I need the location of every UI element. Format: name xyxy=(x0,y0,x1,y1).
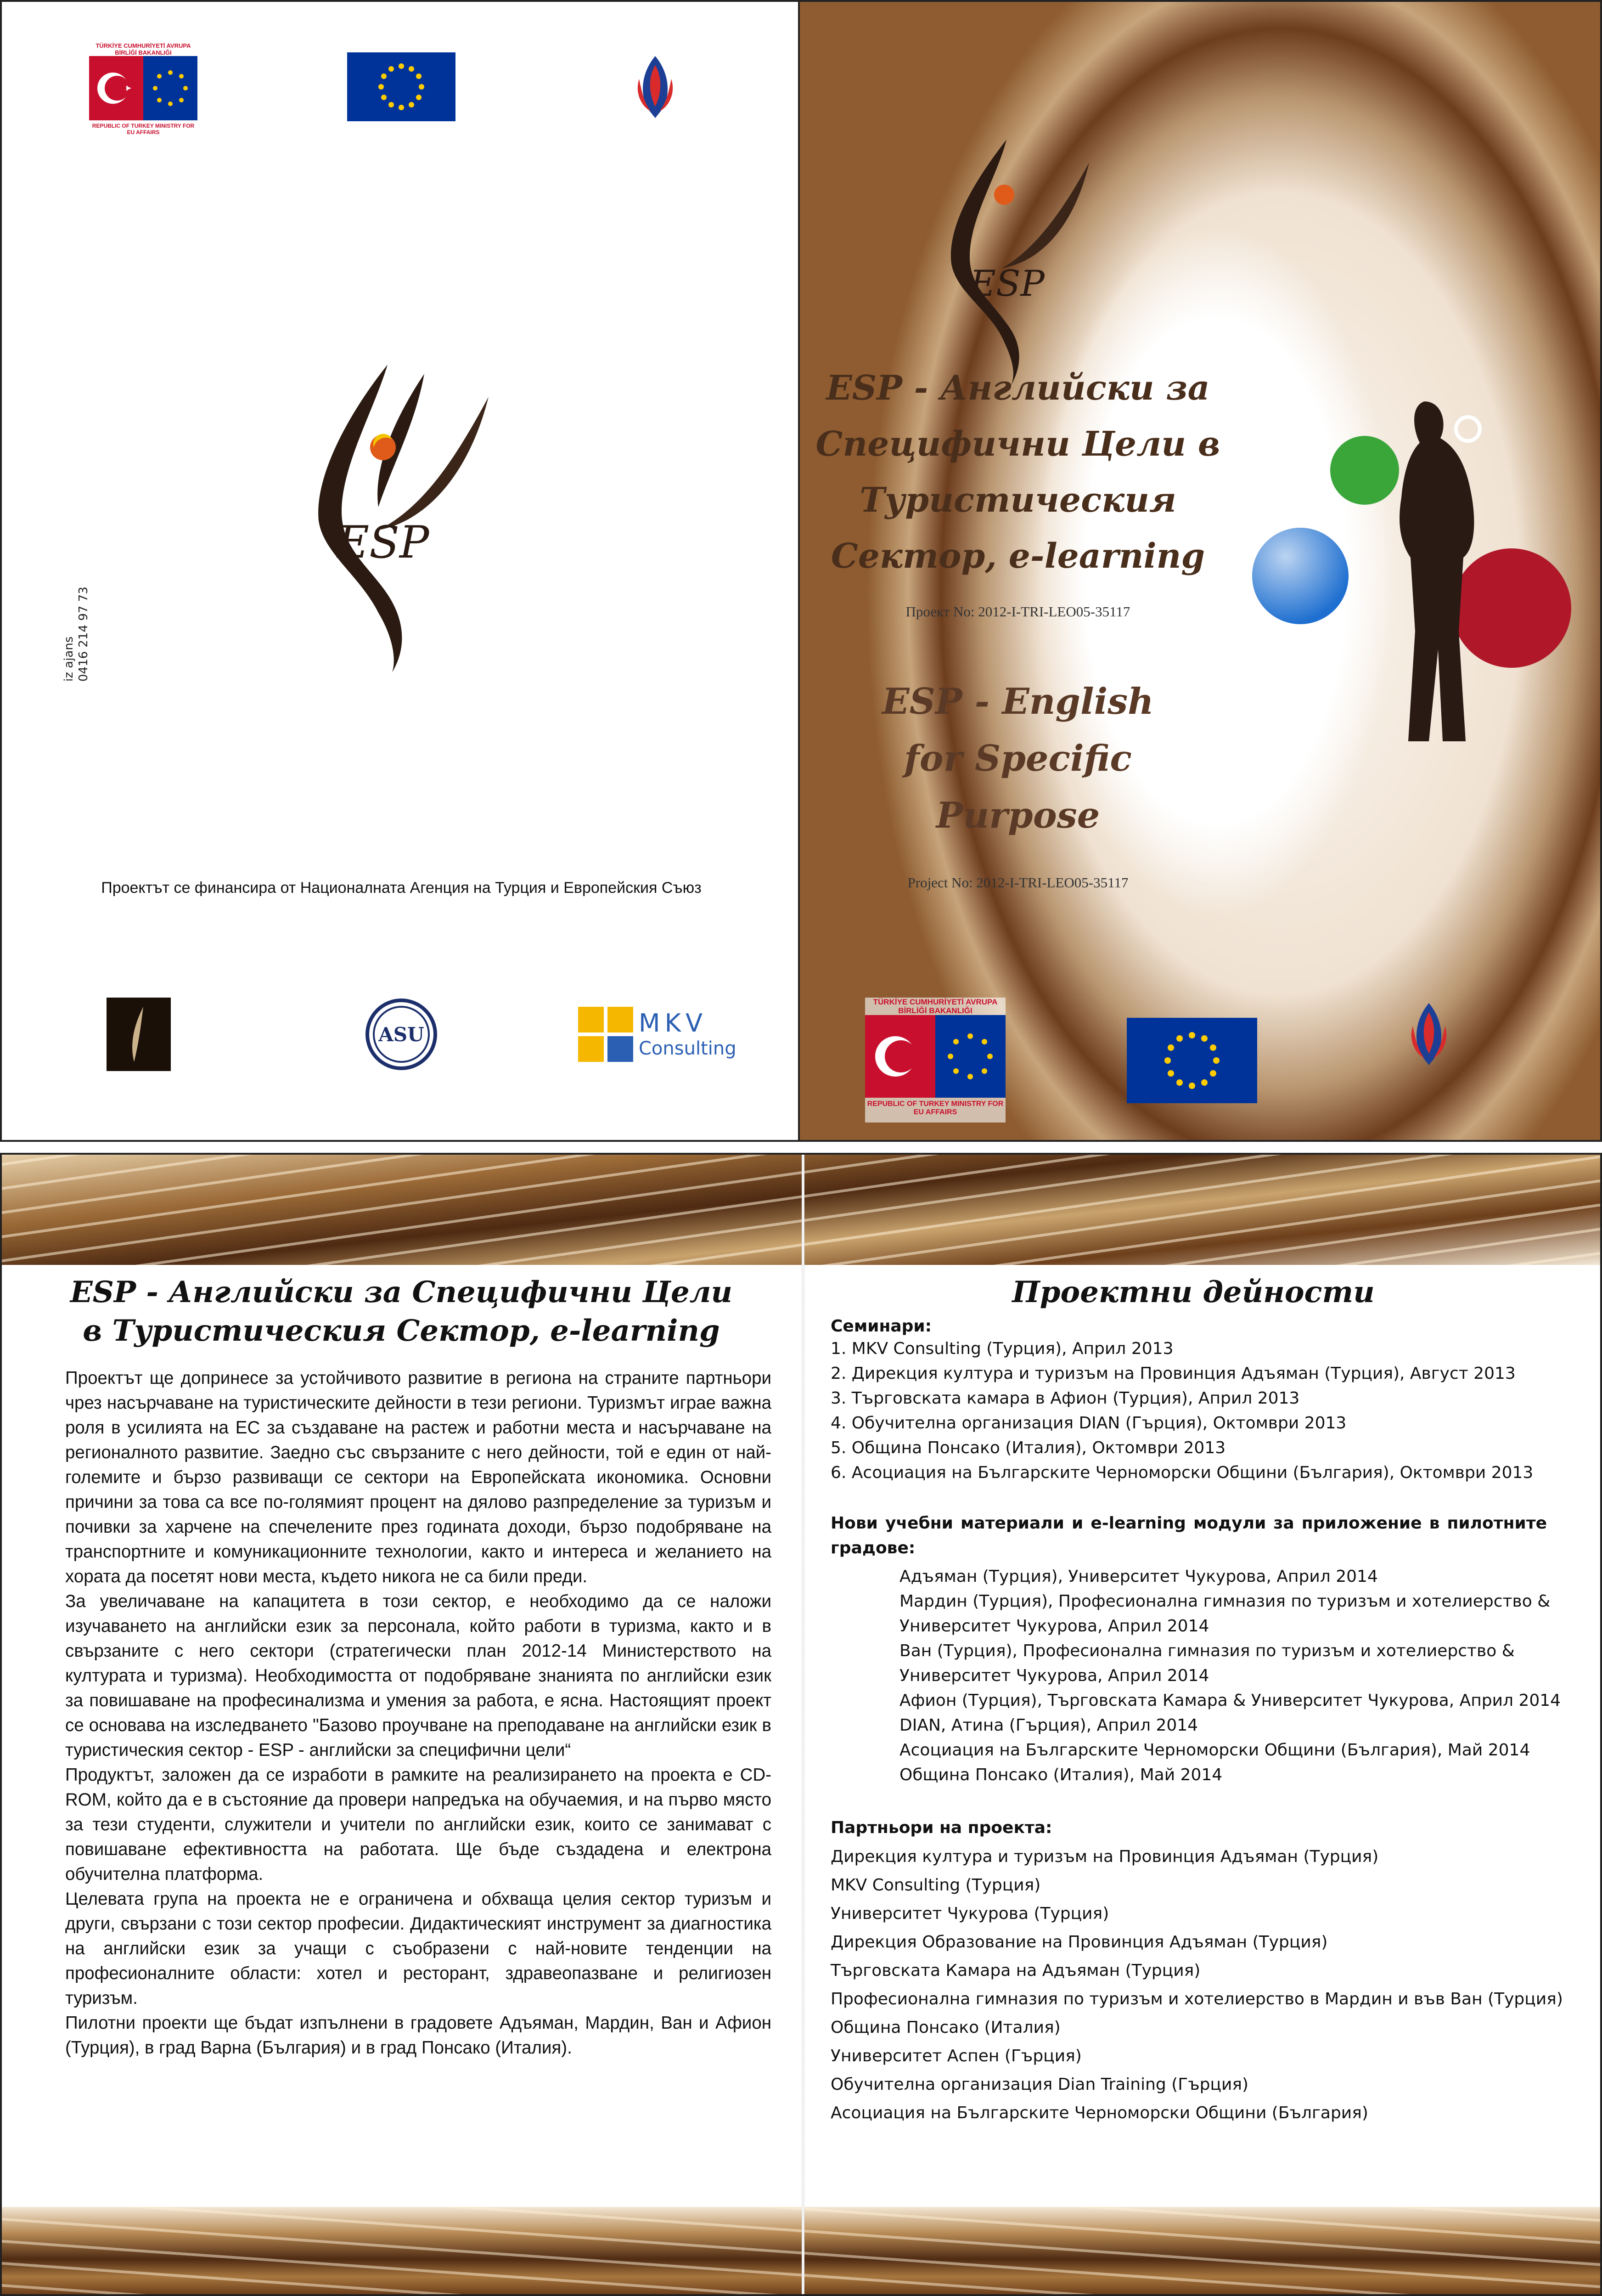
inner-right-page xyxy=(831,1273,1584,2127)
cover-turkey-eu-ministry-logo xyxy=(865,998,1006,1123)
cover-ministry-logo-bottom-text: REPUBLIC OF TURKEY MINISTRY FOR EU AFFAIRS xyxy=(867,1100,1004,1116)
ministry-logo-top-text: TÜRKİYE CUMHURİYETİ AVRUPA BİRLİĞİ BAKANLIĞI xyxy=(96,42,191,56)
material-item: Община Понсако (Италия), Май 2014 xyxy=(899,1766,1223,1784)
cover-esp-logo-text: ESP xyxy=(970,263,1045,305)
material-item: Университет Чукурова, Април 2014 xyxy=(899,1666,1209,1685)
asu-logo-text: ASU xyxy=(378,1023,424,1046)
decorative-band-top xyxy=(2,1155,1600,1265)
mkv-logo-sub: Consulting xyxy=(639,1038,736,1059)
esp-logo-text: ESP xyxy=(337,517,429,568)
back-cover-panel xyxy=(0,0,800,1142)
esp-logo-icon xyxy=(287,355,525,677)
seminars-label: Семинари: xyxy=(831,1317,932,1336)
partner-item: Търговската Камара на Адъяман (Турция) xyxy=(831,1961,1201,1980)
cover-title-bg-line: Туристическия xyxy=(860,480,1176,520)
cover-title-bg-line: Специфични Цели в xyxy=(815,424,1220,464)
body-paragraph: Проектът ще допринесе за устойчивото развитие в региона на страните партньори чрез насърчаване на туристическите дейности в тези региони. Туризмът играе важна роля в усилията на ЕС за създаване на растеж и работни места и насърчаване на регионалното развитие. Заедно със свързаните с него дейности, той е един от най-големите и бързо развиващи се сектори на Европейската икономика. Основни причини за това са все по-голямият процент на дялово разпределение за туризъм и почивки за харчене на спечелените през годината доходи, бързо подобряване на транспортните и комуникационните технологии, както и интереса и желанието на хората да посетят нови места, където никога не са били преди. xyxy=(65,1368,771,1586)
body-paragraph: Целевата група на проекта не е ограничена и обхваща целия сектор туризъм и други, свързани с този сектор професии. Дидактическият инструмент за диагностика на английски език за учащи с съобразени с най-новите тенденции на професионалните области: хотел и ресторант, здравеопазване и религиозен туризъм. xyxy=(65,1889,771,2008)
ministry-logo-bottom-text: REPUBLIC OF TURKEY MINISTRY FOR EU AFFAIRS xyxy=(92,123,195,135)
material-item: Адъяман (Турция), Университет Чукурова, Април 2014 xyxy=(899,1567,1378,1586)
partner-item: Дирекция култура и туризъм на Провинция Адъяман (Турция) xyxy=(831,1847,1379,1866)
funding-note: Проектът се финансира от Националната Агенция на Турция и Европейския Съюз xyxy=(101,879,702,897)
cover-esp-logo-icon xyxy=(924,130,1117,388)
partner-item: Асоциация на Българските Черноморски Общини (България) xyxy=(831,2104,1368,2122)
cover-title-en-line: for Specific xyxy=(904,738,1132,779)
material-item: DIAN, Атина (Гърция), Април 2014 xyxy=(899,1716,1198,1735)
seminar-item: 1. MKV Consulting (Турция), Април 2013 xyxy=(831,1339,1174,1358)
turkey-eu-flag-icon xyxy=(89,56,197,120)
material-item: Асоциация на Българските Черноморски Общини (България), Май 2014 xyxy=(899,1741,1530,1760)
cover-title-bg xyxy=(800,360,1236,584)
front-cover-panel xyxy=(800,0,1602,1142)
seminar-item: 4. Обучителна организация DIAN (Гърция), Октомври 2013 xyxy=(831,1414,1347,1433)
seminar-item: 6. Асоциация на Българските Черноморски Общини (България), Октомври 2013 xyxy=(831,1463,1534,1482)
cover-ministry-logo-top-text: TÜRKİYE CUMHURİYETİ AVRUPA BİRLİĞİ BAKANLIĞI xyxy=(873,998,998,1015)
partner-item: Обучителна организация Dian Training (Гърция) xyxy=(831,2075,1249,2094)
cover-title-en-line: Purpose xyxy=(936,795,1100,836)
material-item: Ван (Турция), Професионална гимназия по туризъм и хотелиерство & xyxy=(899,1642,1515,1660)
materials-label: Нови учебни материали и e-learning модули за приложение в пилотните градове: xyxy=(831,1514,1547,1557)
inner-left-title-line: в Туристическия Сектор, e-learning xyxy=(83,1314,720,1348)
cover-eu-flag-icon xyxy=(1127,1018,1257,1103)
partner-item: Университет Чукурова (Турция) xyxy=(831,1904,1109,1923)
material-item: Афион (Турция), Търговската Камара & Университет Чукурова, Април 2014 xyxy=(899,1691,1561,1710)
inner-left-title-line: ESP - Английски за Специфични Цели xyxy=(70,1275,733,1309)
tulip-logo-icon xyxy=(630,51,680,120)
eu-flag-icon xyxy=(347,52,455,121)
partners-label: Партньори на проекта: xyxy=(831,1818,1052,1837)
body-paragraph: Пилотни проекти ще бъдат изпълнени в градовете Адъяман, Мардин, Ван и Афион (Турция), в град Варна (България) и в град Понсако (Италия). xyxy=(65,2013,771,2058)
cover-project-number-en: Project No: 2012-I-TRI-LEO05-35117 xyxy=(907,874,1129,891)
partner-item: Университет Аспен (Гърция) xyxy=(831,2047,1082,2065)
partner-item: Професионална гимназия по туризъм и хотелиерство в Мардин и във Ван (Турция) xyxy=(831,1990,1563,2008)
material-item: Университет Чукурова, Април 2014 xyxy=(899,1617,1209,1636)
cover-tulip-logo-icon xyxy=(1404,999,1454,1067)
man-with-globes-icon xyxy=(1227,392,1590,760)
cover-title-bg-line: ESP - Английски за xyxy=(826,368,1210,408)
mkv-logo-name: MKV xyxy=(639,1009,707,1038)
seminar-item: 2. Дирекция култура и туризъм на Провинция Адъяман (Турция), Август 2013 xyxy=(831,1364,1516,1383)
partner-item: Община Понсако (Италия) xyxy=(831,2018,1061,2037)
turkey-eu-ministry-logo xyxy=(89,42,197,134)
mkv-squares-icon xyxy=(578,1007,633,1062)
asu-logo-icon xyxy=(365,998,438,1071)
material-item: Мардин (Турция), Професионална гимназия по туризъм и хотелиерство & xyxy=(899,1592,1551,1611)
activities-title: Проектни дейности xyxy=(1012,1275,1375,1309)
inner-spread-panel xyxy=(0,1153,1602,2296)
cover-title-en-line: ESP - English xyxy=(882,681,1154,722)
decorative-band-bottom xyxy=(2,2207,1600,2294)
seminar-item: 3. Търговската камара в Афион (Турция), Април 2013 xyxy=(831,1389,1300,1408)
cover-turkey-eu-flag-icon xyxy=(865,1015,1006,1098)
inner-left-body xyxy=(65,1366,771,2060)
partner-logo-dark-icon xyxy=(107,998,171,1071)
cover-title-en xyxy=(800,673,1236,844)
seminar-item: 5. Община Понсако (Италия), Октомври 2013 xyxy=(831,1439,1226,1457)
partner-item: Дирекция Образование на Провинция Адъяман (Турция) xyxy=(831,1933,1328,1952)
page-fold xyxy=(802,1155,804,2294)
mkv-consulting-logo xyxy=(578,1007,734,1066)
body-paragraph: За увеличаване на капацитета в този сектор, е необходимо да се наложи изучаването на английски език за персонала, който работи в туризма, както и в свързаните с него сектори (стратегически план 2012-14 Министерството на културата и туризма). Необходимостта от подобряване знанията по английски език за повишаване на професинализма и умения за работа, е ясна. Настоящият проект се основава на изследването "Базово проучване на преподаване на английски език в туристическия сектор - ESP - английски за специфични цели“ xyxy=(65,1591,771,1760)
imprint-text: iz ajans 0416 214 97 73 xyxy=(62,587,90,682)
body-paragraph: Продуктът, заложен да се изработи в рамките на реализирането на проекта е CD-ROM, който да е в състояние да провери напредъка на обучаемия, и на първо място за тези студенти, служители и учители по английски език, които се занимават с повишаване ефективността на работата. Ще бъде създадена и електрона обучителна платформа. xyxy=(65,1765,771,1884)
inner-left-title xyxy=(39,1273,764,1350)
cover-project-number-bg: Проект No: 2012-I-TRI-LEO05-35117 xyxy=(905,604,1130,620)
cover-title-bg-line: Сектор, e-learning xyxy=(831,536,1205,576)
partner-item: MKV Consulting (Турция) xyxy=(831,1876,1041,1895)
